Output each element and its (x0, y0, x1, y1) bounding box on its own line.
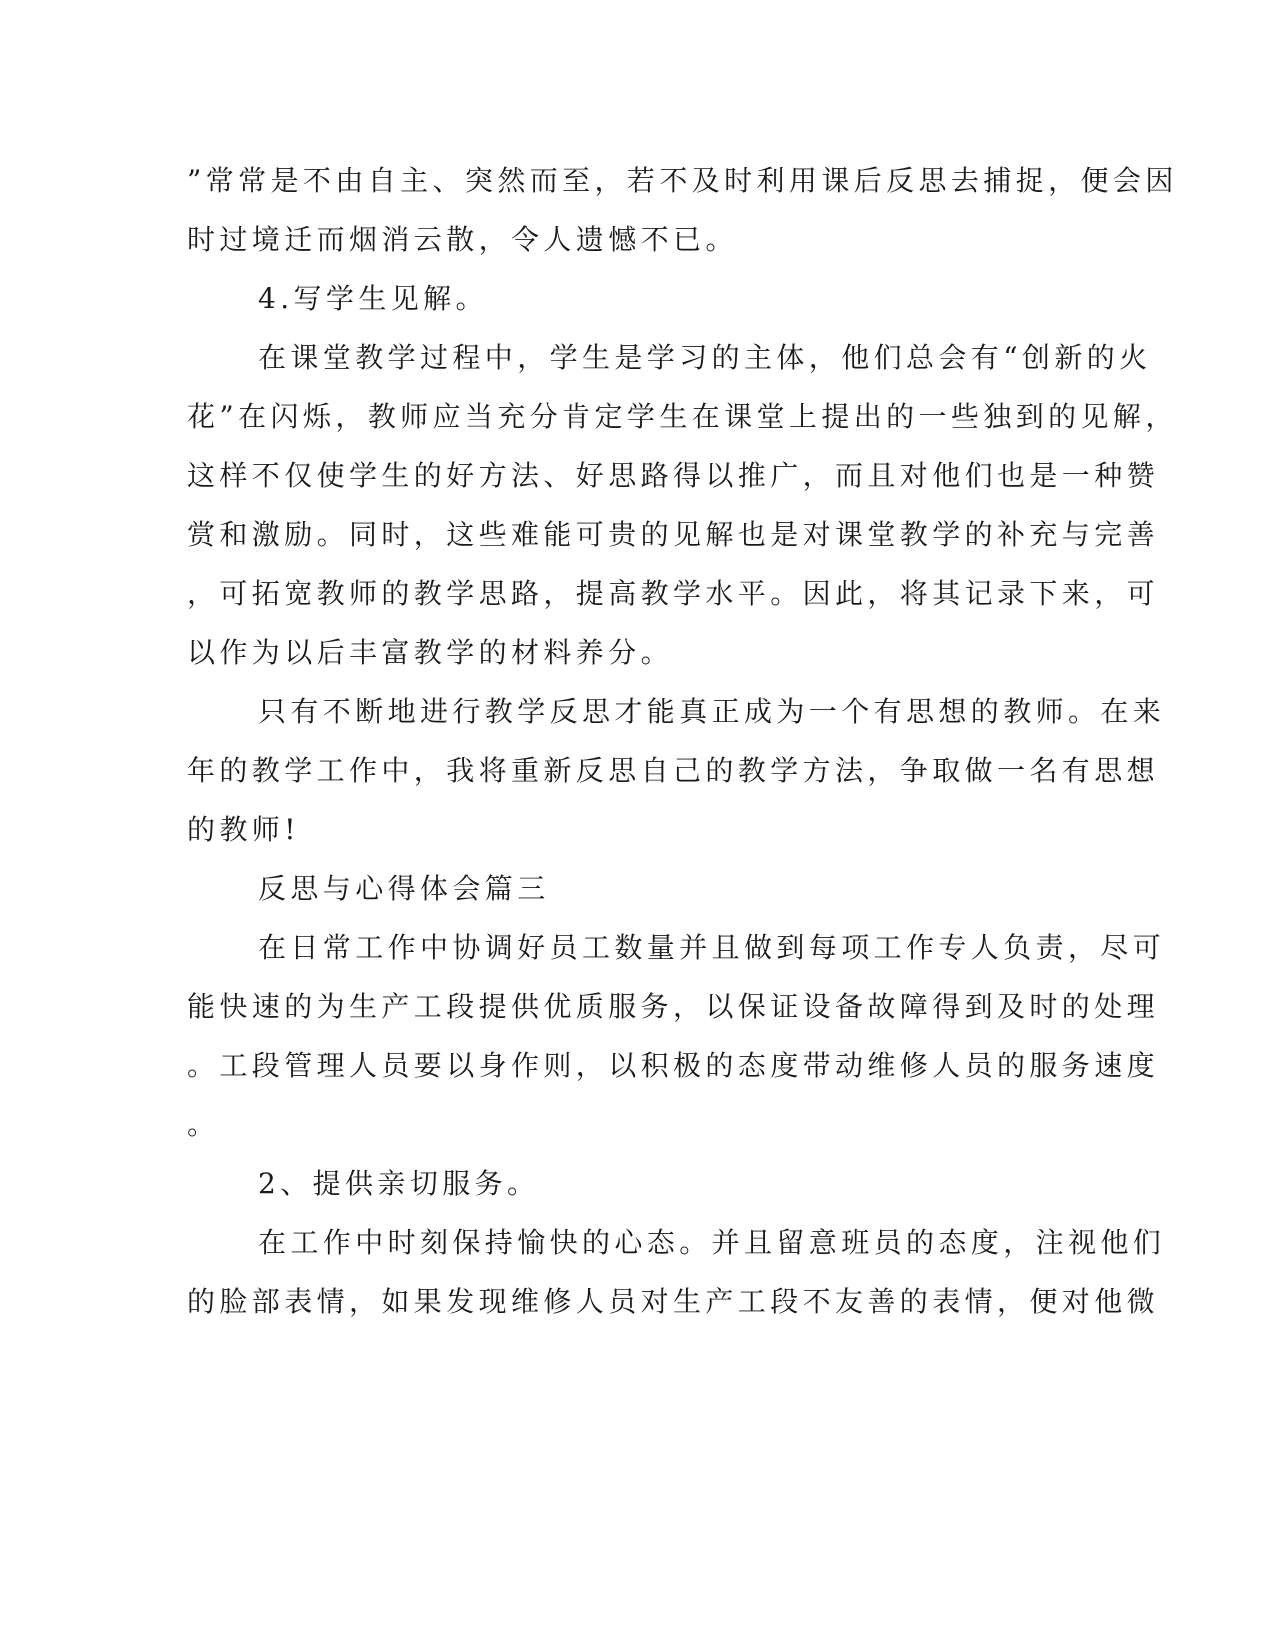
text-line: 时过境迁而烟消云散，令人遗憾不已。 (187, 223, 738, 256)
text-line: 。 (187, 1108, 220, 1141)
text-line: ”常常是不由自主、突然而至，若不及时利用课后反思去捕捉，便会因 (187, 164, 1178, 197)
text-line: 只有不断地进行教学反思才能真正成为一个有思想的教师。在来 (258, 695, 1166, 728)
section-heading: 2、提供亲切服务。 (258, 1167, 540, 1200)
text-line: ，可拓宽教师的教学思路，提高教学水平。因此，将其记录下来，可 (187, 577, 1160, 610)
text-line: 。工段管理人员要以身作则，以积极的态度带动维修人员的服务速度 (187, 1049, 1160, 1082)
text-line: 赏和激励。同时，这些难能可贵的见解也是对课堂教学的补充与完善 (187, 518, 1160, 551)
text-line: 这样不仅使学生的好方法、好思路得以推广，而且对他们也是一种赞 (187, 459, 1160, 492)
text-line: 在日常工作中协调好员工数量并且做到每项工作专人负责，尽可 (258, 931, 1166, 964)
text-line: 在课堂教学过程中，学生是学习的主体，他们总会有“创新的火 (258, 341, 1152, 374)
text-line: 花”在闪烁，教师应当充分肯定学生在课堂上提出的一些独到的见解， (187, 400, 1178, 433)
text-line: 的脸部表情，如果发现维修人员对生产工段不友善的表情，便对他微 (187, 1285, 1160, 1318)
text-line: 在工作中时刻保持愉快的心态。并且留意班员的态度，注视他们 (258, 1226, 1166, 1259)
text-line: 以作为以后丰富教学的材料养分。 (187, 636, 674, 669)
text-line: 能快速的为生产工段提供优质服务，以保证设备故障得到及时的处理 (187, 990, 1160, 1023)
text-line: 年的教学工作中，我将重新反思自己的教学方法，争取做一名有思想 (187, 754, 1160, 787)
text-line: 的教师! (187, 813, 300, 846)
section-heading: 4.写学生见解。 (258, 282, 488, 315)
section-heading: 反思与心得体会篇三 (258, 872, 550, 905)
